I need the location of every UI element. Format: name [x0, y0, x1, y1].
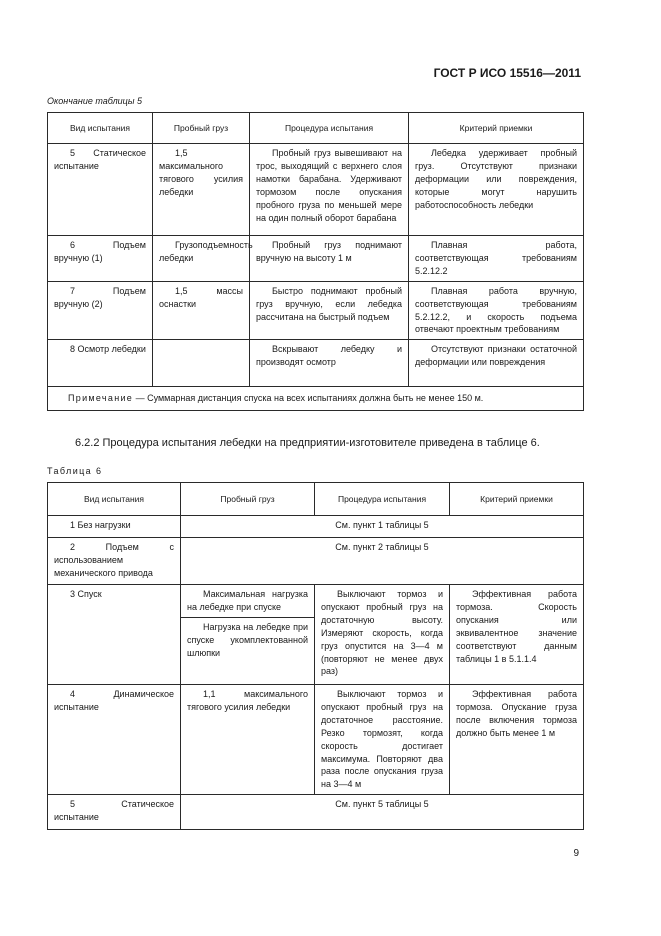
cell-test: 2 Подъем с использованием механического привода	[48, 538, 181, 585]
section-6-2-2: 6.2.2 Процедура испытания лебедки на предприятии-изготовителе приведена в таблице 6.	[75, 437, 540, 449]
table-row	[48, 516, 584, 538]
cell-test: 5 Статическое испытание	[48, 144, 153, 236]
cell-criterion: Эффективная работа тормоза. Скорость опускания или эквивалентное значение соответствуют данным таблицы 1 в 5.1.1.4	[450, 585, 584, 685]
note-text: — Суммарная дистанция спуска на всех испытаниях должна быть не менее 150 м.	[133, 393, 484, 404]
col-header-test: Вид испытания	[48, 113, 153, 144]
cell-criterion: Эффективная работа тормоза. Опускание груза после включения тормоза должно быть менее 1 м	[450, 685, 584, 795]
table-row	[48, 281, 584, 340]
cell-test: 4 Динамическое испытание	[48, 685, 181, 795]
cell-procedure: Пробный груз поднимают вручную на высоту 1 м	[250, 236, 409, 282]
cell-merged: См. пункт 5 таблицы 5	[181, 795, 584, 830]
cell-load: 1,1 максимального тягового усилия лебедки	[181, 685, 315, 795]
cell-test: 7 Подъем вручную (2)	[48, 281, 153, 340]
table-row	[48, 585, 584, 618]
cell-test: 3 Спуск	[48, 585, 181, 685]
table6-caption: Таблица 6	[47, 466, 103, 476]
cell-procedure: Выключают тормоз и опускают пробный груз на достаточное расстояние. Резко тормозят, когда скорость достигает максимума. Повторяют два раза после опускания груза на 3—4 м	[315, 685, 450, 795]
col-header-procedure: Процедура испытания	[250, 113, 409, 144]
table-row	[48, 538, 584, 585]
cell-criterion: Плавная работа вручную, соответствующая требованиям 5.2.12.2, и скорость подъема отвечают проектным требованиям	[409, 281, 584, 340]
cell-criterion: Отсутствуют признаки остаточной деформации или повреждения	[409, 340, 584, 387]
table-row	[48, 795, 584, 830]
col-header-test: Вид испытания	[48, 483, 181, 516]
cell-procedure: Пробный груз вывешивают на трос, выходящий с верхнего слоя намотки барабана. Удерживают тормозом после опускания пробного груза по меньшей мере на один полный оборот барабана	[250, 144, 409, 236]
table-row	[48, 340, 584, 387]
cell-load	[153, 340, 250, 387]
cell-load: Максимальная нагрузка на лебедке при спуске	[181, 585, 315, 618]
col-header-load: Пробный груз	[153, 113, 250, 144]
document-header: ГОСТ Р ИСО 15516—2011	[433, 66, 581, 80]
cell-test: 5 Статическое испытание	[48, 795, 181, 830]
cell-load: 1,5 массы оснастки	[153, 281, 250, 340]
note-label: Примечание	[68, 393, 134, 404]
col-header-procedure: Процедура испытания	[315, 483, 450, 516]
cell-procedure: Вскрывают лебедку и производят осмотр	[250, 340, 409, 387]
col-header-load: Пробный груз	[181, 483, 315, 516]
cell-merged: См. пункт 1 таблицы 5	[181, 516, 584, 538]
cell-test: 8 Осмотр лебедки	[48, 340, 153, 387]
page-number: 9	[573, 848, 579, 859]
cell-criterion: Плавная работа, соответствующая требованиям 5.2.12.2	[409, 236, 584, 282]
cell-test: 6 Подъем вручную (1)	[48, 236, 153, 282]
table5-caption: Окончание таблицы 5	[47, 96, 142, 106]
table-5	[47, 112, 584, 411]
table-6	[47, 482, 584, 830]
cell-criterion: Лебедка удерживает пробный груз. Отсутствуют признаки деформации или повреждения, которые могут нарушить работоспособность лебедки	[409, 144, 584, 236]
table5-note	[48, 387, 584, 411]
cell-procedure: Выключают тормоз и опускают пробный груз на достаточную высоту. Измеряют скорость, когда груз опустится на 3—4 м (повторяют не менее двух раз)	[315, 585, 450, 685]
table-note-row	[48, 387, 584, 411]
col-header-criterion: Критерий приемки	[450, 483, 584, 516]
cell-load: 1,5 максимального тягового усилия лебедки	[153, 144, 250, 236]
cell-load: Нагрузка на лебедке при спуске укомплектованной шлюпки	[181, 618, 315, 685]
cell-merged: См. пункт 2 таблицы 5	[181, 538, 584, 585]
table-row	[48, 685, 584, 795]
col-header-criterion: Критерий приемки	[409, 113, 584, 144]
table-row	[48, 236, 584, 282]
cell-load: Грузоподъемность лебедки	[153, 236, 250, 282]
cell-test: 1 Без нагрузки	[48, 516, 181, 538]
table-row	[48, 144, 584, 236]
cell-procedure: Быстро поднимают пробный груз вручную, если лебедка рассчитана на быстрый подъем	[250, 281, 409, 340]
